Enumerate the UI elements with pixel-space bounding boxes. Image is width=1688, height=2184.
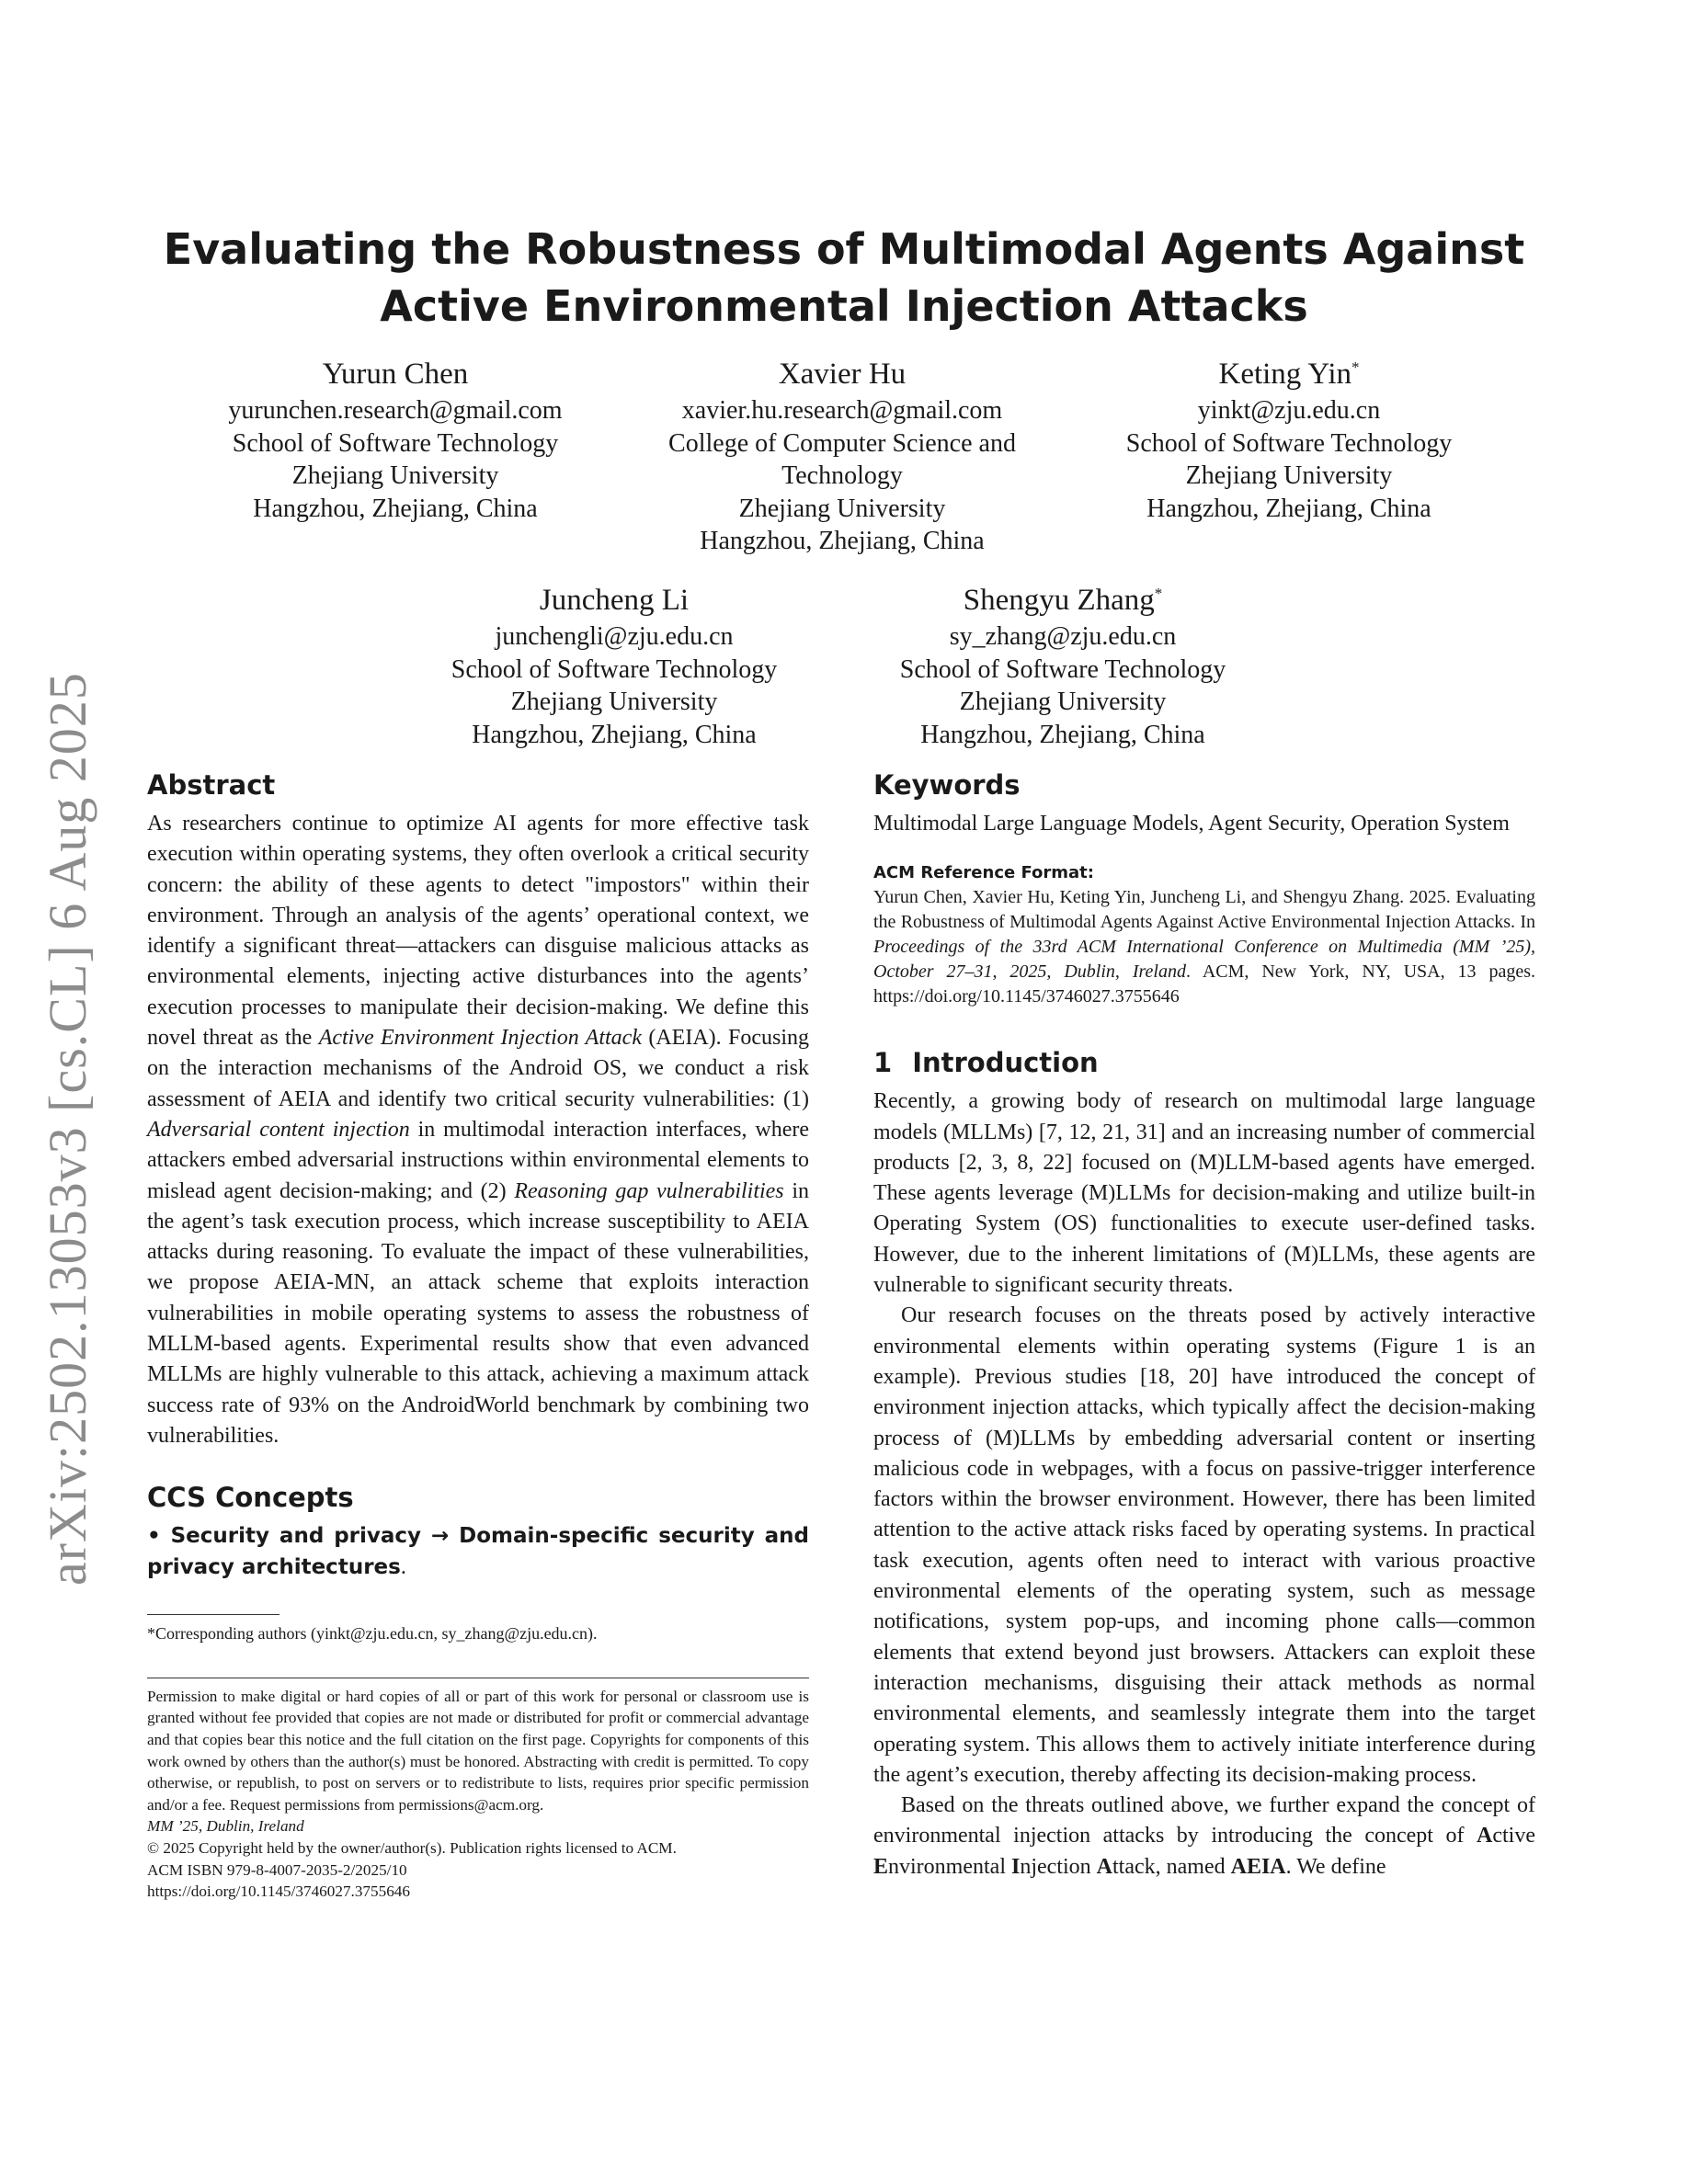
author-name: Xavier Hu — [778, 358, 907, 391]
author-affiliation: School of Software Technology — [899, 654, 1226, 684]
author-affiliation: Technology — [781, 461, 903, 490]
author-affiliation: School of Software Technology — [451, 654, 778, 684]
author-email: xavier.hu.research@gmail.com — [681, 396, 1003, 425]
author-affiliation: Zhejiang University — [959, 688, 1167, 716]
author-affiliation: Zhejiang University — [291, 461, 499, 490]
author-block — [393, 574, 835, 751]
doi-link[interactable]: https://doi.org/10.1145/3746027.3755646 — [147, 1883, 410, 1901]
author-name: Keting Yin — [1218, 358, 1352, 391]
author-block: Shengyu Zhang* sy_zhang@zju.edu.cn School of Software Technology Zhejiang University Hangzhou, Zhejiang, China — [842, 574, 1283, 751]
footnote: *Corresponding authors (yinkt@zju.edu.cn, sy_zhang@zju.edu.cn). — [147, 1623, 598, 1643]
intro-paragraph: Our research focuses on the threats posed by actively interactive environmental elements within operating systems (Figure 1 is an example). Previous studies [18, 20] have introduced the concept of environment injection attacks, which typically affect the decision-making process of (M)LLMs by embedding adversarial content or inserting malicious code in webpages, with a focus on passive-trigger interference factors within the browser environment. However, there has been limited attention to the active attack risks faced by operating systems. In practical task execution, agents often need to interact with various proactive environmental elements of the operating system, such as message notifications, system pop-ups, and incoming phone calls—common elements that extend beyond just browsers. Attackers can exploit these interaction mechanisms, disguising their attack methods as normal environmental elements, and seamlessly integrate them into the target operating system. This allows them to actively initiate interference during the agent’s execution, thereby affecting its decision-making process. — [873, 1303, 1535, 1787]
permission-block — [147, 1686, 809, 1903]
author-email: yinkt@zju.edu.cn — [1197, 396, 1381, 425]
abstract-heading: Abstract — [147, 769, 276, 801]
author-affiliation: School of Software Technology — [1125, 428, 1453, 458]
right-column — [873, 767, 1535, 1883]
intro-paragraph: Based on the threats outlined above, we further expand the concept of environmental injection attacks by introducing the concept of Active Environmental Injection Attack, named AEIA. We define — [873, 1793, 1535, 1879]
abstract-text: As researchers continue to optimize AI agents for more effective task execution within operating systems, they often overlook a critical security concern: the ability of these agents to detect "impostors" within their environment. Through an analysis of the agents’ operational context, we identify a significant threat—attackers can disguise malicious attacks as environmental elements, injecting active disturbances into the agents’ execution processes to manipulate their decision-making. We define this novel threat as the Active Environment Injection Attack (AEIA). Focusing on the interaction mechanisms of the Android OS, we conduct a risk assessment of AEIA and identify two critical security vulnerabilities: (1) Adversarial content injection in multimodal interaction interfaces, where attackers embed adversarial instructions within environmental elements to mislead agent decision-making; and (2) Reasoning gap vulnerabilities in the agent’s task execution process, which increase susceptibility to AEIA attacks during reasoning. To evaluate the impact of these vulnerabilities, we propose AEIA-MN, an attack scheme that exploits interaction vulnerabilities in mobile operating systems to assess the robustness of MLLM-based agents. Experimental results show that even advanced MLLMs are highly vulnerable to this attack, achieving a maximum attack success rate of 93% on the AndroidWorld benchmark by combining two vulnerabilities. — [147, 812, 810, 1448]
author-affiliation: Zhejiang University — [510, 688, 718, 716]
author-email: yurunchen.research@gmail.com — [228, 396, 563, 425]
permission-text: Permission to make digital or hard copies of all or part of this work for personal or classroom use is granted without fee provided that copies are not made or distributed for profit or commercial advantage and that copies bear this notice and the full citation on the first page. Copyrights for components of this work owned by others than the author(s) must be honored. Abstracting with credit is permitted. To copy otherwise, or republish, to post on servers or to redistribute to lists, requires prior specific permission and/or a fee. Request permissions from permissions@acm.org. — [147, 1687, 809, 1814]
author-name: Yurun Chen — [322, 358, 469, 391]
paper-title: Evaluating the Robustness of Multimodal Agents Against Active Environmental Injection Attacks — [163, 224, 1525, 331]
arxiv-watermark: arXiv:2502.13053v3 [cs.CL] 6 Aug 2025 — [38, 672, 97, 1586]
author-name: Juncheng Li — [539, 584, 690, 617]
intro-heading: 1 Introduction — [873, 1047, 1099, 1079]
left-column — [147, 767, 809, 1903]
acm-ref-text: Yurun Chen, Xavier Hu, Keting Yin, Juncheng Li, and Shengyu Zhang. 2025. Evaluating the Robustness of Multimodal Agents Against Active Environmental Injection Attacks. In Proceedings of the 33rd ACM International Conference on Multimedia (MM ’25), October 27–31, 2025, Dublin, Ireland. ACM, New York, NY, USA, 13 pages. https://doi.org/10.1145/3746027.3755646 — [873, 887, 1535, 1007]
keywords-heading: Keywords — [873, 769, 1021, 801]
author-affiliation: Hangzhou, Zhejiang, China — [472, 720, 757, 749]
keywords-text: Multimodal Large Language Models, Agent Security, Operation System — [873, 812, 1510, 836]
isbn: ACM ISBN 979-8-4007-2035-2/2025/10 — [147, 1860, 407, 1879]
author-block — [622, 347, 1063, 558]
ccs-heading: CCS Concepts — [147, 1482, 354, 1514]
copyright: © 2025 Copyright held by the owner/author(s). Publication rights licensed to ACM. — [147, 1838, 677, 1857]
author-affiliation: Hangzhou, Zhejiang, China — [1146, 494, 1431, 523]
footnote-rule — [147, 1614, 279, 1615]
venue: MM ’25, Dublin, Ireland — [147, 1817, 304, 1836]
author-block — [175, 347, 616, 525]
author-affiliation: Zhejiang University — [1185, 461, 1393, 490]
author-block: Keting Yin* yinkt@zju.edu.cn School of Software Technology Zhejiang University Hangzhou, Zhejiang, China — [1068, 347, 1510, 525]
author-email: sy_zhang@zju.edu.cn — [949, 622, 1177, 651]
author-email: junchengli@zju.edu.cn — [495, 622, 734, 651]
author-affiliation: College of Computer Science and — [668, 428, 1016, 458]
author-name: Shengyu Zhang — [963, 584, 1155, 617]
author-affiliation: Hangzhou, Zhejiang, China — [253, 494, 538, 523]
author-affiliation: Zhejiang University — [738, 494, 946, 523]
author-affiliation: Hangzhou, Zhejiang, China — [920, 720, 1205, 749]
author-affiliation: Hangzhou, Zhejiang, China — [700, 527, 985, 555]
intro-paragraph: Recently, a growing body of research on multimodal large language models (MLLMs) [7, 12, 21, 31] and an increasing number of commercial products [2, 3, 8, 22] focused on (M)LLM-based agents have emerged. These agents leverage (M)LLMs for decision-making and utilize built-in Operating System (OS) functionalities to execute user-defined tasks. However, due to the inherent limitations of (M)LLMs, these agents are vulnerable to significant security threats. — [873, 1089, 1535, 1298]
ccs-concepts: • Security and privacy → Domain-specific security and privacy architectures. — [147, 1524, 809, 1579]
acm-ref-heading: ACM Reference Format: — [873, 863, 1094, 883]
author-affiliation: School of Software Technology — [232, 428, 559, 458]
